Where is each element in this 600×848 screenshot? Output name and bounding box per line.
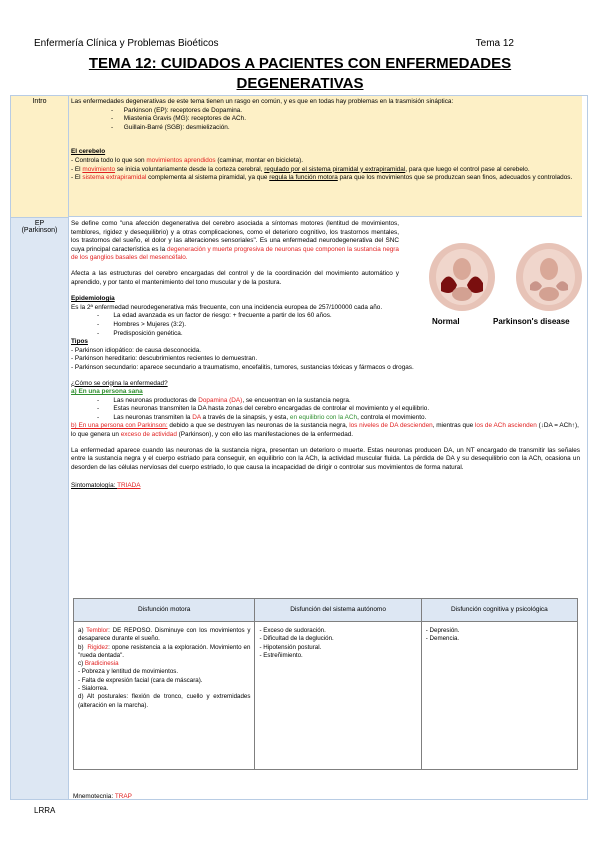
intro-content-cell: [69, 96, 582, 217]
motor-cell: [74, 622, 255, 770]
brain-comparison-figure: [399, 222, 581, 332]
motor-d: d) Alt posturales: flexión de tronco, cuello y extremidades (alteración en la marcha).: [78, 693, 251, 709]
intro-label: Intro: [32, 98, 47, 105]
footer-initials: LRRA: [34, 806, 56, 815]
content-table: [10, 95, 588, 800]
col-autonomo: Disfunción del sistema autónomo: [255, 599, 421, 622]
title-line-1: TEMA 12: CUIDADOS A PACIENTES CON ENFERMEDADES: [88, 55, 512, 72]
header-topic: Tema 12: [475, 38, 514, 49]
header-course: Enfermería Clínica y Problemas Bioéticos: [34, 38, 219, 49]
caption-parkinson: Parkinson's disease: [493, 317, 570, 326]
sana-heading: a) En una persona sana: [71, 388, 143, 396]
cerebelo-point-1: - Controla todo lo que son movimientos aprendidos (caminar, montar en bicicleta).: [71, 156, 303, 164]
autonomo-cell: [255, 622, 421, 770]
mnemotecnia: Mnemotecnia: TRAP: [73, 793, 132, 800]
epi-item: - La edad avanzada es un factor de riesgo: + frecuente a partir de los 60 años.: [97, 312, 332, 320]
autonomo-item: - Hipotensión postural.: [259, 643, 322, 651]
autonomo-item: - Dificultad de la deglución.: [259, 635, 334, 643]
cognitiva-item: - Demencia.: [425, 635, 460, 643]
parkinson-mechanism: b) En una persona con Parkinson: debido a que se destruyen las neuronas de la sustancia negra, los niveles de DA descienden, mientras que los de ACh ascienden (↓DA = ACh↑), lo que genera un exceso de actividad (Parkinson), y con ello las manifestaciones de la enfermedad.: [71, 422, 579, 439]
tipo-item: - Parkinson idiopático: de causa desconocida.: [71, 346, 202, 354]
intro-lead: Las enfermedades degenerativas de este tema tienen un rasgo en común, y es que en todas hay problemas en la trasmisión sináptica:: [71, 98, 454, 105]
normal-brain-image: [427, 239, 497, 314]
parkinson-brain-image: [514, 239, 584, 314]
col-motor: Disfunción motora: [74, 599, 255, 622]
motor-c: c) Bradicinesia: [78, 660, 119, 668]
page-title: [0, 54, 600, 94]
col-cognitiva: Disfunción cognitiva y psicológica: [421, 599, 577, 622]
sintomatologia-heading: Sintomatología: TRIADA: [71, 482, 141, 490]
cerebelo-heading: El cerebelo: [71, 148, 106, 156]
cognitiva-cell: [421, 622, 577, 770]
ep-summary: La enfermedad aparece cuando las neuronas de la sustancia nigra, presentan un deterioro o muerte. Estas neuronas producen DA, un NT encargado de transmitir las señales entre la sustancia negra y el cuerpo estriado para conseguir, en equilibrio con la ACh, la actividad muscular fluida. La pérdida de DA y su desequilibrio con la ACh, ocasiona un desorden de las células nerviosas del cuerpo estriado, lo que causa la incapacidad de dirigir o controlar sus movimientos de forma natural.: [71, 446, 580, 471]
sana-item: - Las neuronas transmiten la DA a través de la sinapsis, y esta, en equilibrio con la ACh, controla el movimiento.: [97, 413, 427, 421]
epi-item: - Hombres > Mujeres (3:2).: [97, 320, 186, 328]
motor-c-item: - Pobreza y lentitud de movimientos.: [78, 668, 179, 676]
intro-item: - Miastenia Gravis (MG): receptores de ACh.: [111, 115, 246, 123]
ep-affects: Afecta a las estructuras del cerebro encargadas del control y de la coordinación del movimiento automático y aprendido, y por tanto el mantenimiento del tono muscular y de la postura.: [71, 269, 399, 286]
sana-item: - Estas neuronas transmiten la DA hasta zonas del cerebro encargadas de controlar el movimiento y el equilibrio.: [97, 405, 430, 413]
symptoms-table: [73, 598, 578, 770]
caption-normal: Normal: [432, 317, 460, 326]
autonomo-item: - Exceso de sudoración.: [259, 627, 326, 634]
ep-content-cell: [69, 218, 582, 799]
motor-c-item: - Sialorrea.: [78, 685, 109, 693]
motor-c-item: - Falta de expresión facial (cara de máscara).: [78, 676, 203, 684]
epidemiologia-text: Es la 2ª enfermedad neurodegenerativa más frecuente, con una incidencia europea de 257/100000 cada año.: [71, 303, 383, 311]
motor-b: b) Rigidez: opone resistencia a la exploración. Movimiento en "rueda dentada".: [78, 643, 251, 659]
cerebelo-point-2: - El movimiento se inicia voluntariamente desde la corteza cerebral, regulado por el sistema piramidal y extrapiramidal, para que luego el control pase al cerebelo.: [71, 165, 530, 173]
tipos-heading: Tipos: [71, 338, 88, 346]
intro-item: - Guillain-Barré (SGB): desmielización.: [111, 123, 230, 131]
motor-a: a) Temblor: DE REPOSO. Disminuye con los movimientos y desaparece durante el sueño.: [78, 627, 251, 643]
autonomo-item: - Estreñimiento.: [259, 651, 303, 659]
cerebelo-point-3: - El sistema extrapiramidal complementa al sistema piramidal, ya que regula la función motora para que los movimientos que se produzcan sean finos, adecuados y controlados.: [71, 174, 573, 182]
intro-label-cell: [11, 96, 69, 218]
sana-item: - Las neuronas productoras de Dopamina (DA), se encuentran en la sustancia negra.: [97, 396, 351, 404]
tipo-item: - Parkinson hereditario: descubrimientos recientes lo demuestran.: [71, 355, 258, 363]
ep-label: EP: [34, 220, 45, 227]
title-line-2: DEGENERATIVAS: [236, 75, 364, 92]
epi-item: - Predisposición genética.: [97, 329, 183, 337]
cognitiva-item: - Depresión.: [425, 627, 460, 634]
tipo-item: - Parkinson secundario: aparece secundario a traumatismo, encefalitis, tumores, sustancias tóxicas y fármacos o drogas.: [71, 363, 414, 371]
ep-label-cell: [11, 218, 69, 799]
origin-heading: ¿Cómo se origina la enfermedad?: [71, 379, 168, 387]
ep-definition: Se define como "una afección degenerativa del cerebro asociada a síntomas motores (lentitud de movimientos, temblores, rigidez y desequilibrio) y a otras complicaciones, como el deterioro cognitivo, los trastornos mentales, los trastornos del sueño, el dolor y las alteraciones sensoriales". Es una enfermedad neurodegenerativa del SNC cuya principal característica es la degeneración y muerte progresiva de neuronas que componen la sustancia negra de los ganglios basales del mesencéfalo.: [71, 220, 399, 262]
intro-item: - Parkinson (EP): receptores de Dopamina.: [111, 106, 243, 114]
ep-label-sub: (Parkinson): [21, 227, 58, 234]
epidemiologia-heading: Epidemiología: [71, 295, 115, 303]
